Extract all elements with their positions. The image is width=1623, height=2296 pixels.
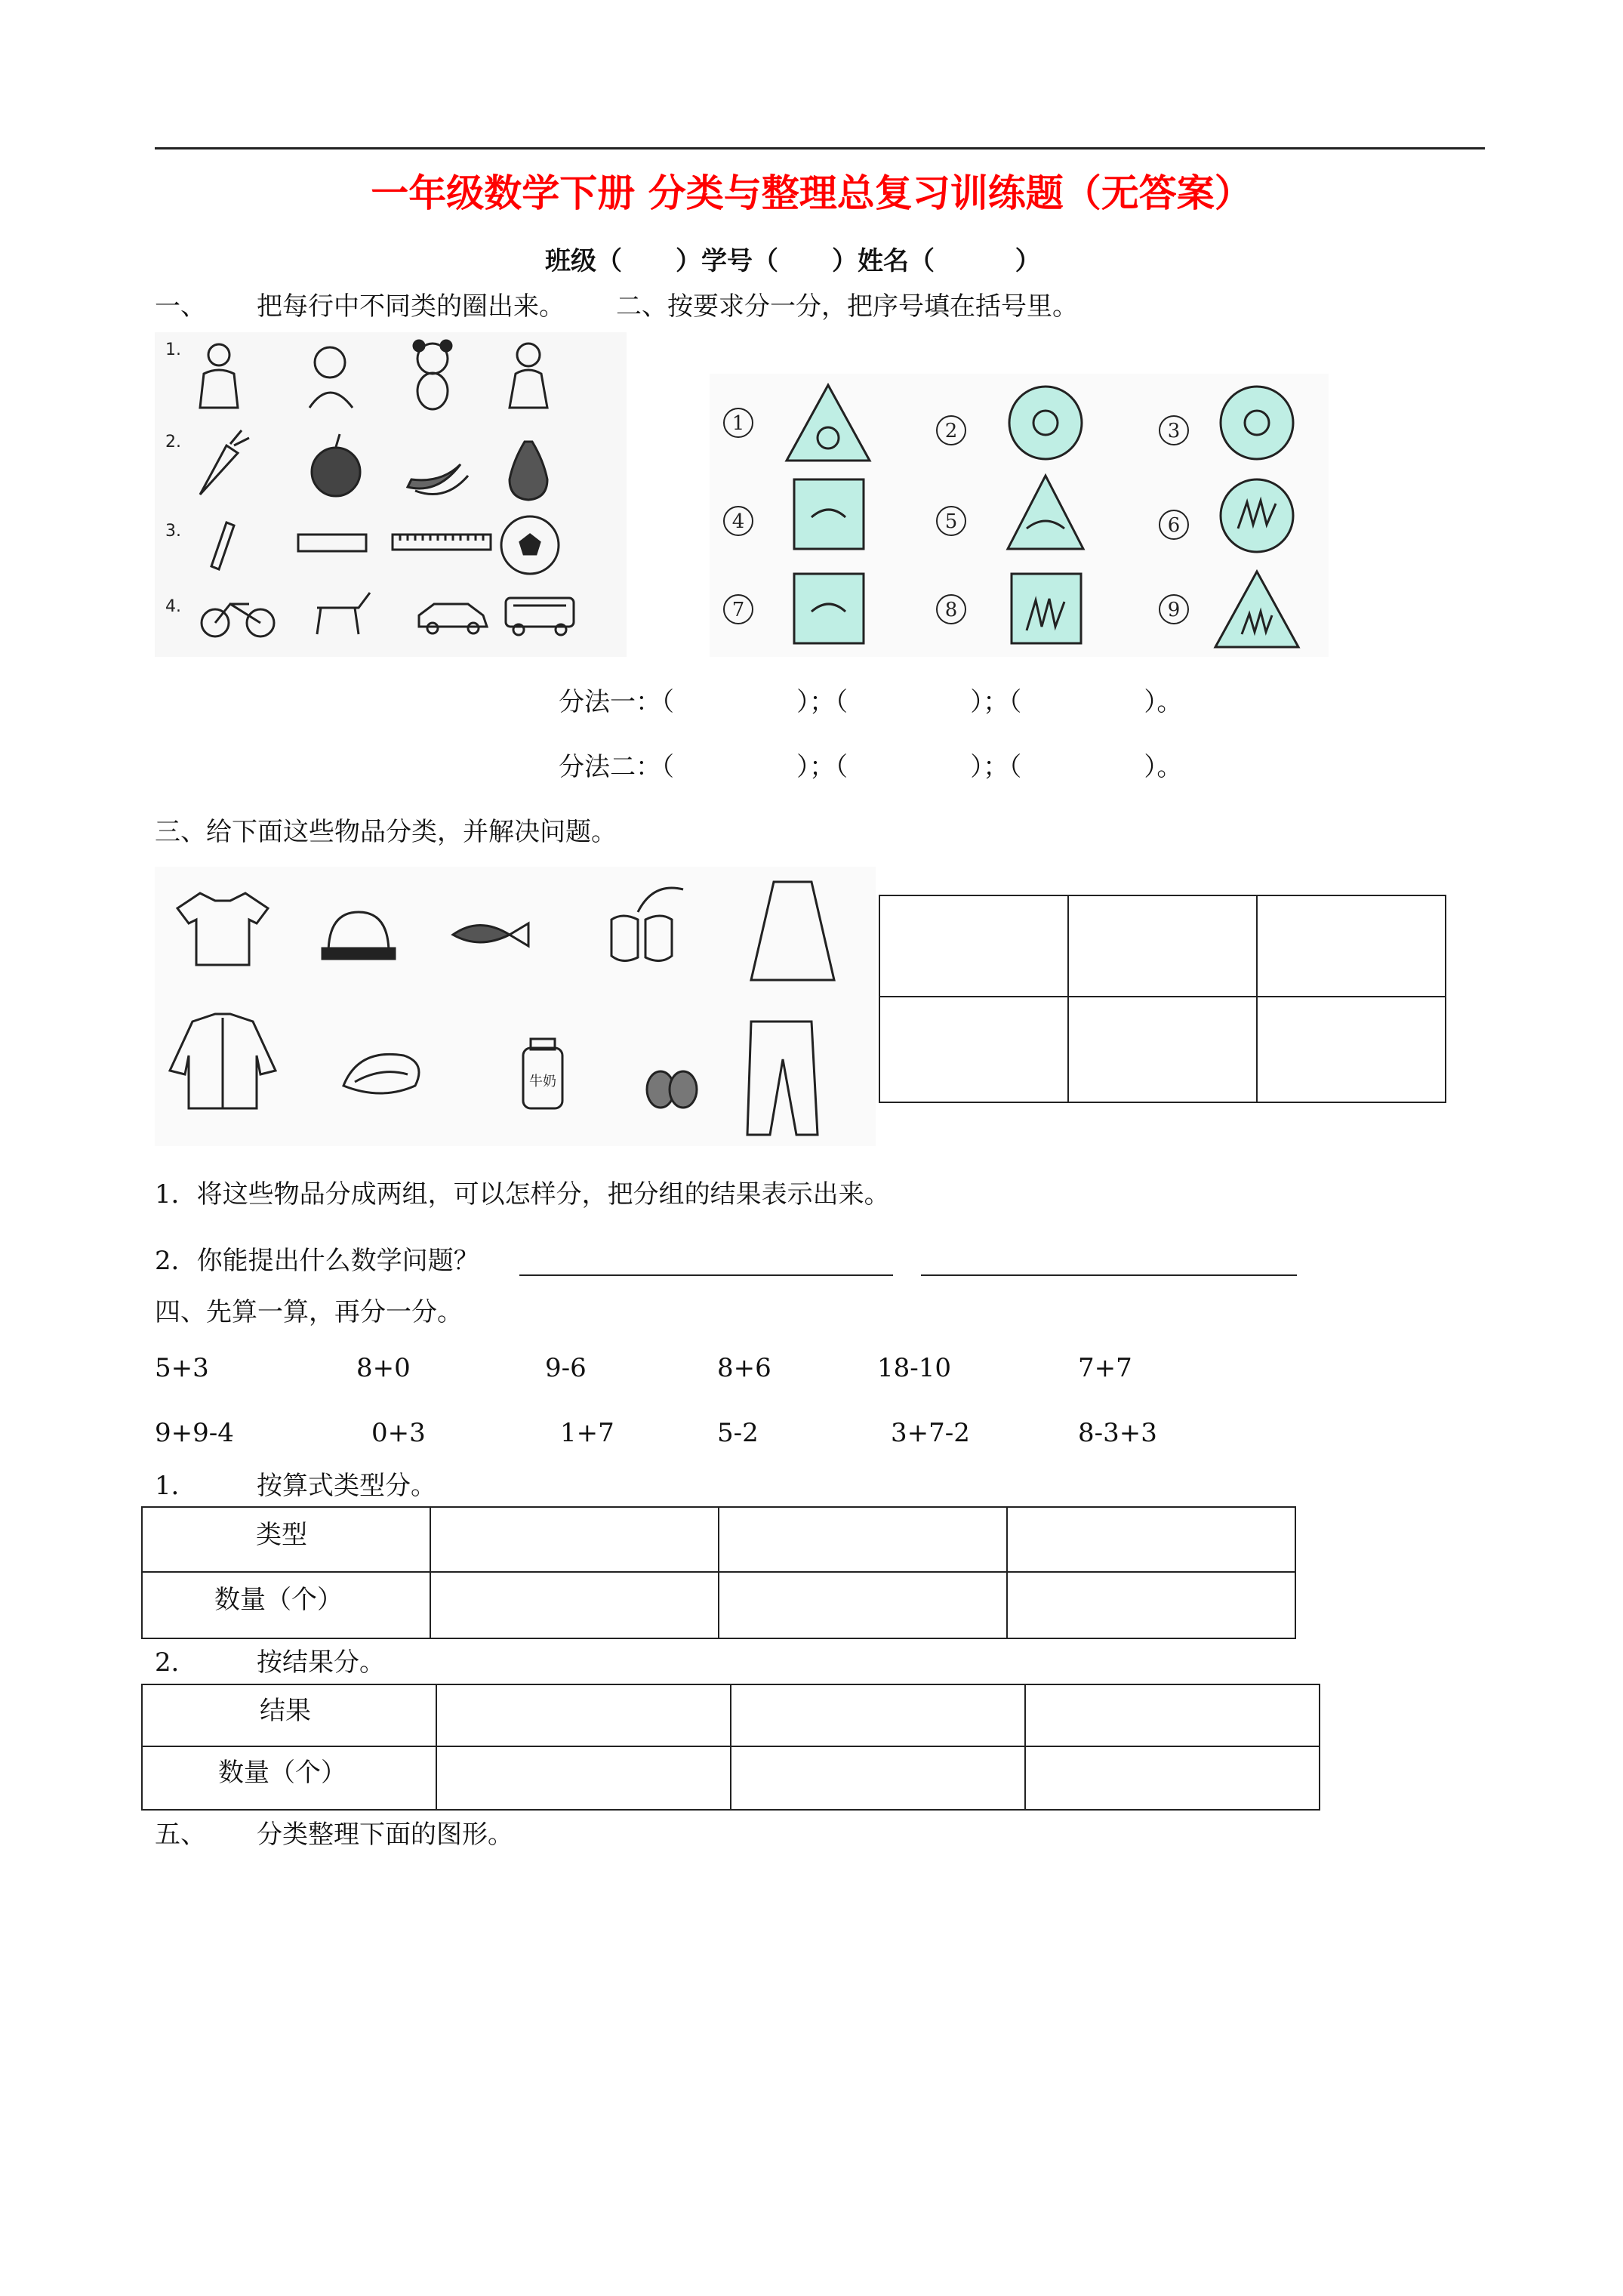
result-cell[interactable]	[436, 1684, 731, 1746]
result-cell[interactable]	[1025, 1684, 1320, 1746]
expression-0+3: 0+3	[371, 1418, 426, 1448]
shape-6-circle-grass	[1221, 479, 1293, 552]
answer-cell[interactable]	[879, 895, 1068, 997]
answer-cell[interactable]	[879, 997, 1068, 1102]
type-row-label: 类型	[256, 1520, 307, 1550]
section5-number: 五、	[155, 1820, 206, 1850]
section4-instruction: 四、先算一算，再分一分。	[155, 1297, 463, 1327]
shape-2-circle-flower	[1009, 387, 1082, 459]
classify-by-result-table	[141, 1684, 1320, 1811]
expression-8+6: 8+6	[717, 1353, 771, 1383]
result-count-row-label: 数量（个）	[218, 1758, 346, 1788]
expression-3+7-2: 3+7-2	[891, 1418, 970, 1448]
row-label-2: 2.	[165, 433, 181, 451]
expression-8+0: 8+0	[356, 1353, 411, 1383]
answer-cell[interactable]	[1257, 895, 1446, 997]
section5-instruction: 分类整理下面的图形。	[257, 1820, 513, 1850]
page-title: 一年级数学下册 分类与整理总复习训练题（无答案）	[371, 171, 1252, 215]
section3-items-picture	[155, 867, 876, 1146]
expression-9-6: 9-6	[545, 1353, 587, 1383]
row-label-1: 1.	[165, 341, 181, 359]
top-rule	[155, 147, 1485, 149]
type-cell[interactable]	[430, 1507, 719, 1572]
milk-label: 牛奶	[529, 1074, 556, 1089]
cell-number-6: 6	[1167, 514, 1181, 537]
method2-line: 分法二：（ ）；（ ）；（ ）。	[559, 752, 1183, 782]
method1-line: 分法一：（ ）；（ ）；（ ）。	[559, 687, 1183, 717]
section4-sub1-number: 1．	[155, 1471, 197, 1501]
section2-shape-grid	[710, 374, 1329, 657]
shape-7-square-bird	[794, 574, 864, 643]
result-count-cell[interactable]	[436, 1746, 731, 1810]
expression-9+9-4: 9+9-4	[155, 1418, 234, 1448]
section3-answer-table	[879, 895, 1446, 1103]
expression-5+3: 5+3	[155, 1353, 209, 1383]
cell-number-7: 7	[731, 599, 745, 621]
result-row-label: 结果	[260, 1696, 311, 1726]
shape-4-square-bird	[794, 479, 864, 549]
answer-blank-2[interactable]	[921, 1274, 1297, 1276]
expression-1+7: 1+7	[560, 1418, 614, 1448]
cell-number-5: 5	[944, 510, 958, 533]
section4-sub2-number: 2．	[155, 1647, 197, 1678]
section1-instruction: 把每行中不同类的圈出来。	[257, 291, 565, 322]
expression-5-2: 5-2	[717, 1418, 759, 1448]
answer-blank-1[interactable]	[519, 1274, 893, 1276]
answer-cell[interactable]	[1257, 997, 1446, 1102]
cell-number-1: 1	[731, 412, 745, 435]
expression-18-10: 18-10	[877, 1353, 952, 1383]
type-count-cell[interactable]	[719, 1572, 1007, 1638]
result-count-cell[interactable]	[731, 1746, 1025, 1810]
shape-3-circle-flower	[1221, 387, 1293, 459]
section4-sub2-text: 按结果分。	[257, 1647, 385, 1678]
section3-question-1: 1．将这些物品分成两组，可以怎样分，把分组的结果表示出来。	[155, 1179, 890, 1210]
section3-instruction: 三、给下面这些物品分类，并解决问题。	[155, 817, 617, 847]
cell-number-9: 9	[1167, 599, 1181, 621]
student-info-line: 班级（ ）学号（ ）姓名（ ）	[545, 246, 1041, 276]
type-count-row-label: 数量（个）	[214, 1585, 343, 1615]
section2-instruction: 二、按要求分一分，把序号填在括号里。	[616, 291, 1078, 322]
type-cell[interactable]	[1007, 1507, 1295, 1572]
result-cell[interactable]	[731, 1684, 1025, 1746]
expression-7+7: 7+7	[1078, 1353, 1132, 1383]
row-label-4: 4.	[165, 597, 181, 616]
answer-cell[interactable]	[1068, 895, 1257, 997]
expression-8-3+3: 8-3+3	[1078, 1418, 1157, 1448]
row-label-3: 3.	[165, 522, 181, 541]
answer-cell[interactable]	[1068, 997, 1257, 1102]
cell-number-2: 2	[944, 420, 958, 442]
section1-number: 一、	[155, 291, 206, 322]
cell-number-8: 8	[944, 599, 958, 621]
type-count-cell[interactable]	[1007, 1572, 1295, 1638]
type-count-cell[interactable]	[430, 1572, 719, 1638]
cell-number-4: 4	[731, 510, 745, 533]
cell-number-3: 3	[1167, 420, 1181, 442]
shape-8-square-grass	[1012, 574, 1081, 643]
section1-picture-panel	[155, 332, 627, 657]
classify-by-type-table	[141, 1506, 1296, 1639]
section3-question-2: 2．你能提出什么数学问题？	[155, 1246, 479, 1276]
type-cell[interactable]	[719, 1507, 1007, 1572]
result-count-cell[interactable]	[1025, 1746, 1320, 1810]
section4-sub1-text: 按算式类型分。	[257, 1471, 436, 1501]
